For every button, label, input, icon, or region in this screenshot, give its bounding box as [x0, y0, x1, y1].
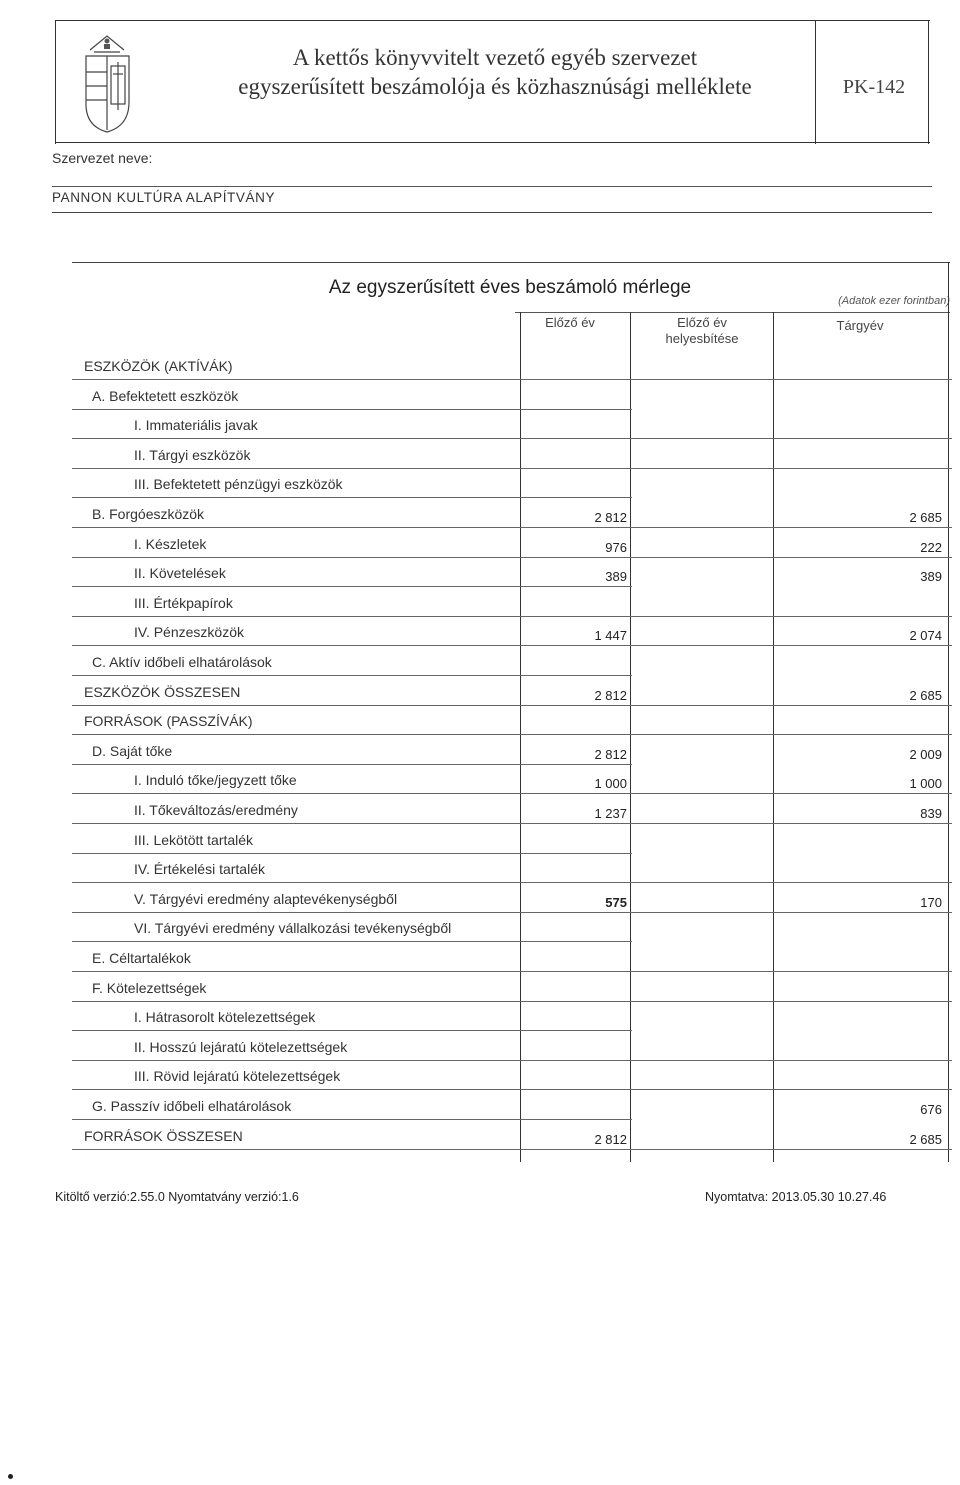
prev-year-value[interactable]: 976	[605, 539, 627, 555]
row-label: III. Befektetett pénzügyi eszközök	[134, 476, 343, 493]
table-row	[72, 796, 952, 824]
prev-year-value[interactable]: 2 812	[594, 746, 627, 762]
row-label: FORRÁSOK (PASSZÍVÁK)	[84, 713, 253, 730]
row-label: G. Passzív időbeli elhatárolások	[92, 1098, 292, 1114]
table-row	[72, 944, 952, 972]
row-label: F. Kötelezettségek	[92, 979, 207, 996]
prev-year-value[interactable]: 2 812	[594, 687, 627, 703]
current-year-value[interactable]: 2 009	[909, 746, 942, 762]
table-row	[72, 352, 952, 380]
row-label: ESZKÖZÖK ÖSSZESEN	[84, 683, 241, 700]
row-divider	[72, 557, 952, 558]
table-row	[72, 1122, 952, 1150]
table-row	[72, 766, 952, 794]
row-divider	[72, 1060, 952, 1061]
footer-version: Kitöltő verzió:2.55.0 Nyomtatvány verzió:1.6	[55, 1190, 299, 1204]
row-label: FORRÁSOK ÖSSZESEN	[84, 1127, 243, 1144]
row-label: ESZKÖZÖK (AKTÍVÁK)	[84, 358, 233, 374]
table-row	[72, 974, 952, 1002]
row-divider	[72, 438, 952, 439]
row-divider	[72, 1119, 632, 1120]
row-divider	[72, 468, 952, 469]
table-row	[72, 885, 952, 913]
row-divider	[72, 941, 632, 942]
current-year-value[interactable]: 2 074	[909, 628, 942, 644]
current-year-value[interactable]: 676	[920, 1102, 942, 1117]
row-label: A. Befektetett eszközök	[92, 387, 239, 404]
column-header-current: Tárgyév	[836, 318, 884, 333]
column-header-adj-2: helyesbítése	[665, 331, 739, 346]
row-divider	[72, 853, 632, 854]
row-label: D. Saját tőke	[92, 742, 173, 759]
row-label: II. Tőkeváltozás/eredmény	[134, 802, 298, 818]
row-divider	[72, 823, 952, 824]
table-row	[72, 441, 952, 469]
table-row	[72, 707, 952, 735]
row-divider	[72, 705, 952, 706]
row-label: IV. Pénzeszközök	[134, 624, 244, 641]
row-label: III. Lekötött tartalék	[134, 831, 254, 848]
row-divider	[72, 645, 952, 646]
table-row	[72, 618, 952, 646]
table-row	[72, 1003, 952, 1031]
row-label: II. Tárgyi eszközök	[134, 446, 251, 463]
row-divider	[72, 497, 632, 498]
row-label: I. Készletek	[134, 535, 207, 552]
organization-label: Szervezet neve:	[52, 150, 153, 166]
table-row	[72, 1062, 952, 1090]
table-row	[72, 559, 952, 587]
table-row	[72, 382, 952, 410]
current-year-value[interactable]: 170	[920, 894, 942, 910]
row-divider	[72, 379, 952, 380]
row-divider	[72, 793, 952, 794]
unit-note: (Adatok ezer forintban)	[838, 295, 950, 307]
row-divider	[72, 764, 632, 765]
row-label: III. Rövid lejáratú kötelezettségek	[134, 1068, 341, 1085]
balance-title: Az egyszerűsített éves beszámoló mérlege	[328, 277, 692, 298]
row-divider	[72, 882, 952, 883]
scan-mark	[8, 1474, 13, 1479]
divider	[52, 186, 932, 187]
row-divider	[72, 409, 632, 410]
row-label: B. Forgóeszközök	[92, 506, 205, 522]
table-row	[72, 1033, 952, 1061]
column-header-prev: Előző év	[545, 315, 595, 330]
current-year-value[interactable]: 839	[920, 806, 942, 821]
current-year-value[interactable]: 2 685	[909, 1131, 942, 1147]
divider	[52, 212, 932, 213]
row-label: I. Immateriális javak	[134, 417, 258, 434]
hungarian-coat-of-arms-icon	[80, 32, 135, 136]
row-label: VI. Tárgyévi eredmény vállalkozási tevékenységből	[134, 920, 452, 937]
column-header-adj-1: Előző év	[677, 315, 727, 330]
row-label: C. Aktív időbeli elhatárolások	[92, 654, 272, 670]
row-label: II. Hosszú lejáratú kötelezettségek	[134, 1038, 348, 1055]
row-divider	[72, 527, 952, 528]
table-border	[72, 262, 950, 263]
form-header	[55, 12, 930, 144]
table-row	[72, 737, 952, 765]
table-row	[72, 914, 952, 942]
table-row	[72, 826, 952, 854]
row-label: IV. Értékelési tartalék	[134, 861, 265, 878]
divider	[515, 312, 950, 313]
row-divider	[72, 1149, 952, 1150]
prev-year-value[interactable]: 389	[605, 569, 627, 585]
row-divider	[72, 971, 952, 972]
row-label: I. Induló tőke/jegyzett tőke	[134, 772, 297, 789]
table-row	[72, 530, 952, 558]
current-year-value[interactable]: 389	[920, 569, 942, 585]
prev-year-value[interactable]: 1 447	[594, 628, 627, 644]
row-label: E. Céltartalékok	[92, 950, 191, 966]
form-title-line1: A kettős könyvvitelt vezető egyéb szervezet	[292, 45, 698, 70]
prev-year-value[interactable]: 2 812	[594, 1131, 627, 1147]
row-label: II. Követelések	[134, 565, 226, 582]
table-row	[72, 411, 952, 439]
table-row	[72, 855, 952, 883]
row-divider	[72, 675, 632, 676]
table-row	[72, 500, 952, 528]
current-year-value[interactable]: 2 685	[909, 687, 942, 703]
prev-year-value[interactable]: 575	[605, 894, 627, 910]
table-row	[72, 678, 952, 706]
row-label: V. Tárgyévi eredmény alaptevékenységből	[134, 890, 398, 907]
row-label: III. Értékpapírok	[134, 594, 233, 611]
footer-printed: Nyomtatva: 2013.05.30 10.27.46	[705, 1190, 887, 1204]
organization-name-field[interactable]: PANNON KULTÚRA ALAPÍTVÁNY	[52, 190, 276, 205]
form-code: PK-142	[842, 76, 906, 98]
current-year-value[interactable]: 2 685	[909, 510, 942, 525]
prev-year-value[interactable]: 2 812	[594, 510, 627, 525]
row-divider	[72, 586, 632, 587]
form-title-line2: egyszerűsített beszámolója és közhasznúsági melléklete	[238, 74, 752, 99]
table-row	[72, 470, 952, 498]
row-divider	[72, 734, 952, 735]
prev-year-value[interactable]: 1 000	[594, 776, 627, 792]
row-label: I. Hátrasorolt kötelezettségek	[134, 1009, 316, 1026]
table-row	[72, 589, 952, 617]
row-divider	[72, 1030, 632, 1031]
row-divider	[72, 1001, 952, 1002]
prev-year-value[interactable]: 1 237	[594, 806, 627, 821]
row-divider	[72, 1089, 952, 1090]
current-year-value[interactable]: 222	[920, 539, 942, 555]
current-year-value[interactable]: 1 000	[909, 776, 942, 792]
table-row	[72, 648, 952, 676]
row-divider	[72, 616, 952, 617]
row-divider	[72, 912, 952, 913]
table-row	[72, 1092, 952, 1120]
